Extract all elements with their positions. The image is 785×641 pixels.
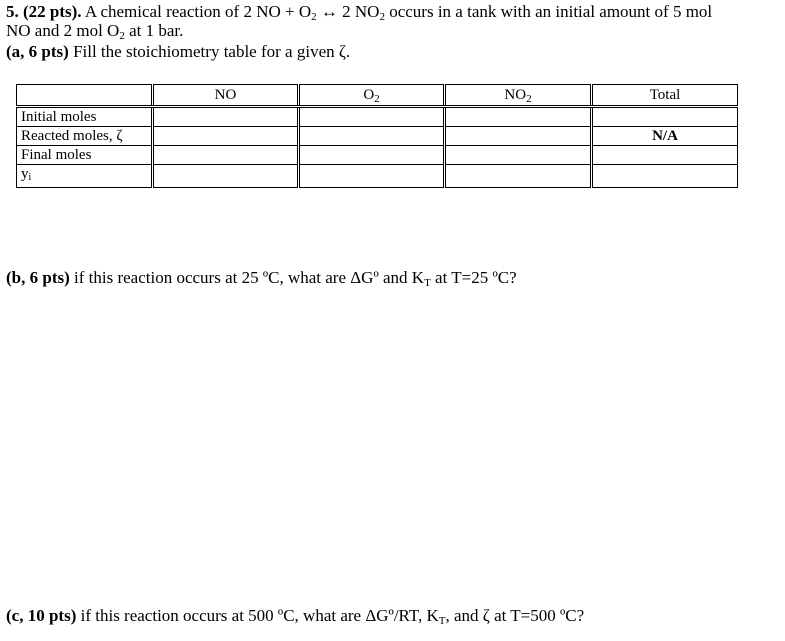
- table-cell[interactable]: [153, 107, 299, 127]
- table-cell[interactable]: [153, 146, 299, 165]
- table-cell[interactable]: [592, 107, 738, 127]
- table-cell[interactable]: [299, 107, 445, 127]
- table-cell[interactable]: [445, 165, 592, 188]
- stoichiometry-table: [16, 84, 738, 188]
- table-cell[interactable]: [445, 146, 592, 165]
- table-row: [17, 107, 738, 127]
- part-b-prompt: (b, 6 pts) if this reaction occurs at 25 ºC, what are ΔGº and $K_T$ at T=25 ºC?: [6, 268, 517, 289]
- table-row: [17, 127, 738, 146]
- table-cell[interactable]: [592, 146, 738, 165]
- question-line-1: 5. (22 pts). A chemical reaction of 2 NO + $O_2$ ↔ 2 $NO_2$ occurs in a tank with an initial amount of 5 mol: [6, 2, 713, 23]
- row-label: yi: [17, 165, 153, 188]
- table-cell[interactable]: [299, 146, 445, 165]
- table-cell-na: N/A: [592, 127, 738, 146]
- header-cell-total: Total: [592, 85, 738, 107]
- table-cell[interactable]: [153, 165, 299, 188]
- table-cell[interactable]: [153, 127, 299, 146]
- row-label: Initial moles: [17, 107, 153, 127]
- part-a-prompt: (a, 6 pts) Fill the stoichiometry table for a given ζ.: [6, 42, 351, 61]
- part-c-prompt: (c, 10 pts) if this reaction occurs at 500 ºC, what are ΔGº/RT, $K_T$, and ζ at T=500 ºC?: [6, 606, 585, 627]
- header-cell-no: NO: [153, 85, 299, 107]
- row-label: Final moles: [17, 146, 153, 165]
- header-cell-blank: [17, 85, 153, 107]
- header-cell-o2: $O_2$: [299, 85, 445, 107]
- table-cell[interactable]: [592, 165, 738, 188]
- table-cell[interactable]: [299, 165, 445, 188]
- table-row: [17, 165, 738, 188]
- table-header-row: [17, 85, 738, 107]
- row-label: Reacted moles, ζ: [17, 127, 153, 146]
- table-cell[interactable]: [445, 107, 592, 127]
- table-row: [17, 146, 738, 165]
- table-cell[interactable]: [299, 127, 445, 146]
- question-number: 5. (22 pts).: [6, 2, 82, 21]
- question-line-2: NO and 2 mol $O_2$ at 1 bar.: [6, 21, 184, 42]
- header-cell-no2: $NO_2$: [445, 85, 592, 107]
- table-cell[interactable]: [445, 127, 592, 146]
